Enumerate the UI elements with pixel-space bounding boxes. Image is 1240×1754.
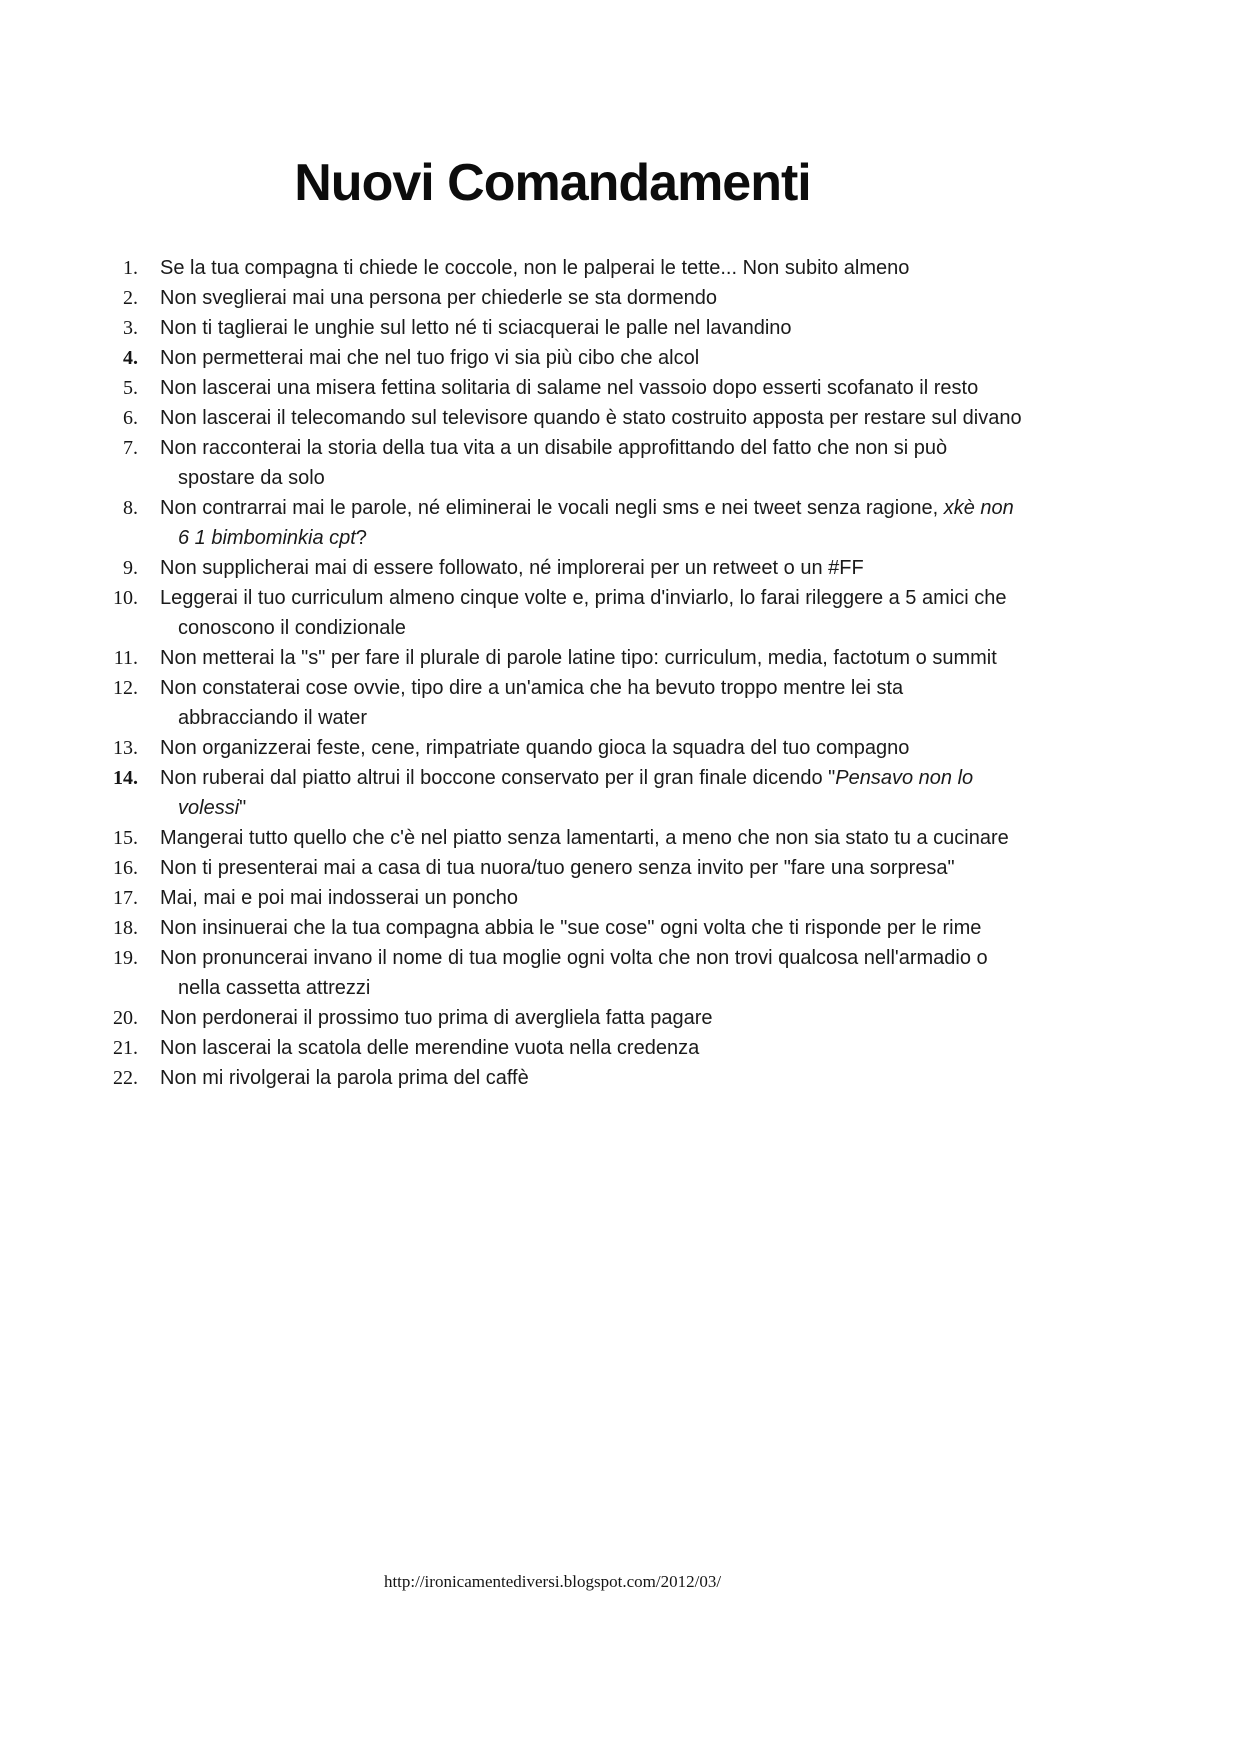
list-item-text-segment: Non metterai la "s" per fare il plurale di parole latine tipo: curriculum, media, factotum o summit	[160, 647, 997, 669]
list-item-number: 17.	[113, 887, 138, 909]
list-item-text-segment: Non mi rivolgerai la parola prima del caffè	[160, 1067, 529, 1089]
list-item-text-segment: Non perdonerai il prossimo tuo prima di avergliela fatta pagare	[160, 1007, 713, 1029]
list-item-text	[160, 913, 1023, 943]
list-item	[105, 553, 1045, 583]
list-item-number: 19.	[113, 947, 138, 969]
list-item-text-segment: Mangerai tutto quello che c'è nel piatto senza lamentarti, a meno che non sia stato tu a cucinare	[160, 827, 1009, 849]
list-item-text	[160, 1063, 1023, 1093]
list-item-text-segment: Non lascerai una misera fettina solitaria di salame nel vassoio dopo esserti scofanato il resto	[160, 377, 979, 399]
list-item-text-segment: Non constaterai cose ovvie, tipo dire a un'amica che ha bevuto troppo mentre lei sta abbracciando il water	[160, 677, 904, 729]
list-item	[105, 1003, 1045, 1033]
list-item	[105, 853, 1045, 883]
list-item	[105, 343, 1045, 373]
list-item-number: 22.	[113, 1067, 138, 1089]
list-item	[105, 733, 1045, 763]
list-item-text-segment: Non pronuncerai invano il nome di tua moglie ogni volta che non trovi qualcosa nell'armadio o nella cassetta attrezzi	[160, 947, 988, 999]
list-item-text	[160, 943, 1023, 1003]
list-item-number: 8.	[123, 497, 138, 519]
list-item	[105, 493, 1045, 553]
list-item-number: 2.	[123, 287, 138, 309]
list-item-number: 6.	[123, 407, 138, 429]
list-item-text-segment: Non racconterai la storia della tua vita a un disabile approfittando del fatto che non si può spostare da solo	[160, 437, 948, 489]
list-item-text	[160, 403, 1023, 433]
list-item-number: 9.	[123, 557, 138, 579]
list-item-number: 18.	[113, 917, 138, 939]
list-item	[105, 253, 1045, 283]
list-item-text-segment: Non sveglierai mai una persona per chiederle se sta dormendo	[160, 287, 717, 309]
list-item-text	[160, 493, 1023, 553]
list-item-text	[160, 283, 1023, 313]
list-item	[105, 313, 1045, 343]
list-item-number: 5.	[123, 377, 138, 399]
list-item	[105, 643, 1045, 673]
page-title: Nuovi Comandamenti	[294, 153, 811, 212]
list-item-number: 10.	[113, 587, 138, 609]
list-item	[105, 883, 1045, 913]
list-item	[105, 943, 1045, 1003]
list-item-number: 3.	[123, 317, 138, 339]
footer-url: http://ironicamentediversi.blogspot.com/2012/03/	[383, 1572, 722, 1591]
list-item-number: 21.	[113, 1037, 138, 1059]
list-item-text	[160, 433, 1023, 493]
list-item-text-segment: Leggerai il tuo curriculum almeno cinque volte e, prima d'inviarlo, lo farai rileggere a 5 amici che conoscono il condizionale	[160, 587, 1007, 639]
list-item-text-segment: "	[239, 797, 247, 819]
list-item-text	[160, 1033, 1023, 1063]
list-item-text	[160, 553, 1023, 583]
list-item	[105, 913, 1045, 943]
list-item-text	[160, 373, 1023, 403]
list-item-text-segment: Non lascerai il telecomando sul televisore quando è stato costruito apposta per restare sul divano	[160, 407, 1022, 429]
list-item	[105, 763, 1045, 823]
list-item	[105, 1063, 1045, 1093]
list-item-text	[160, 253, 1023, 283]
list-item	[105, 583, 1045, 643]
list-item-number: 13.	[113, 737, 138, 759]
list-item-text	[160, 643, 1023, 673]
list-item-text	[160, 883, 1023, 913]
list-item-text-segment: Non ti presenterai mai a casa di tua nuora/tuo genero senza invito per "fare una sorpresa"	[160, 857, 955, 879]
list-item-number: 11.	[113, 647, 138, 669]
list-item-text	[160, 853, 1023, 883]
list-item-text	[160, 343, 1023, 373]
list-item-text-segment: Non organizzerai feste, cene, rimpatriate quando gioca la squadra del tuo compagno	[160, 737, 910, 759]
list-item-number: 14.	[113, 767, 138, 789]
list-item-text	[160, 1003, 1023, 1033]
list-item-text-segment: Non ruberai dal piatto altrui il boccone conservato per il gran finale dicendo "	[160, 767, 836, 789]
list-item-text-segment: Mai, mai e poi mai indosserai un poncho	[160, 887, 518, 909]
list-item-text-segment: Non ti taglierai le unghie sul letto né ti sciacquerai le palle nel lavandino	[160, 317, 792, 339]
list-item-number: 12.	[113, 677, 138, 699]
list-item-number: 7.	[123, 437, 138, 459]
list-item-text-segment: Non contrarrai mai le parole, né eliminerai le vocali negli sms e nei tweet senza ragione,	[160, 497, 944, 519]
list-item-text	[160, 673, 1023, 733]
list-item-number: 15.	[113, 827, 138, 849]
list-item-text-segment: Non insinuerai che la tua compagna abbia le "sue cose" ogni volta che ti risponde per le rime	[160, 917, 982, 939]
list-item	[105, 673, 1045, 733]
list-item-text-segment: Non lascerai la scatola delle merendine vuota nella credenza	[160, 1037, 700, 1059]
list-item-text-italic-segment: Pensavo non lo volessi	[178, 767, 974, 819]
list-item-text	[160, 733, 1023, 763]
list-item-text	[160, 823, 1023, 853]
list-item-text-segment: ?	[355, 527, 367, 549]
list-item-text-italic-segment: xkè non 6 1 bimbominkia cpt	[178, 497, 1014, 549]
list-item-number: 16.	[113, 857, 138, 879]
list-item	[105, 1033, 1045, 1063]
list-item	[105, 283, 1045, 313]
list-item-text	[160, 763, 1023, 823]
list-item-number: 4.	[123, 347, 138, 369]
list-item-text-segment: Non supplicherai mai di essere followato, né implorerai per un retweet o un #FF	[160, 557, 864, 579]
list-item-number: 20.	[113, 1007, 138, 1029]
list-item-number: 1.	[123, 257, 138, 279]
list-item	[105, 823, 1045, 853]
list-item-text	[160, 583, 1023, 643]
list-item	[105, 433, 1045, 493]
list-item	[105, 403, 1045, 433]
list-item-text-segment: Non permetterai mai che nel tuo frigo vi sia più cibo che alcol	[160, 347, 700, 369]
commandments-list	[105, 253, 1045, 1093]
list-item	[105, 373, 1045, 403]
list-item-text-segment: Se la tua compagna ti chiede le coccole, non le palperai le tette... Non subito almeno	[160, 257, 910, 279]
list-item-text	[160, 313, 1023, 343]
